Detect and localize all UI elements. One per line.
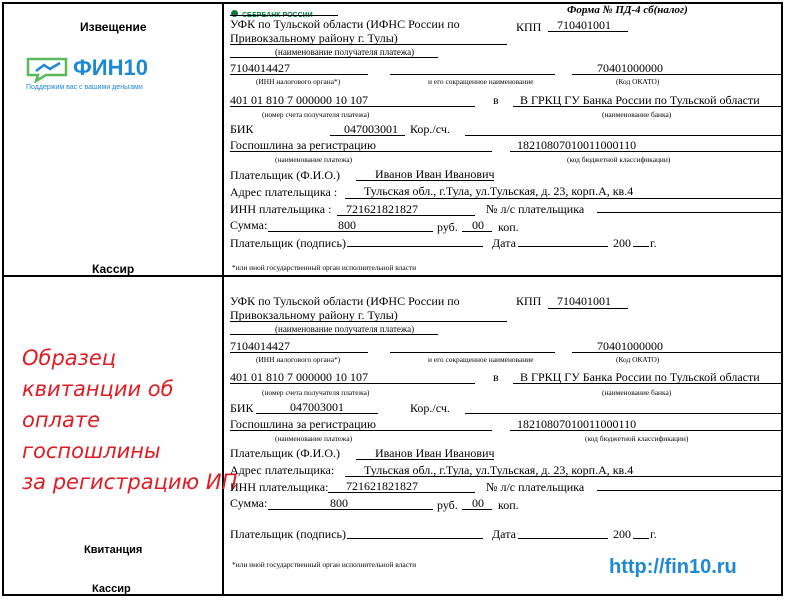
bank-value: В ГРКЦ ГУ Банка России по Тульской области — [520, 370, 760, 384]
account-value: 401 01 810 7 000000 10 107 — [230, 370, 368, 384]
year-label: 200 — [613, 527, 631, 541]
bank-logo-text: СБЕРБАНК РОССИИ — [242, 12, 313, 19]
abbrev-caption: и его сокращенное наименование — [428, 355, 534, 364]
speech-bubble-icon — [26, 55, 70, 83]
okato-value: 70401000000 — [597, 339, 663, 353]
bik-value: 047003001 — [290, 400, 344, 414]
note-line: оплате — [22, 408, 101, 432]
ls-label: № л/с плательщика — [486, 202, 585, 216]
date-label: Дата — [492, 527, 516, 541]
recipient-caption: (наименование получателя платежа) — [275, 324, 415, 334]
inn-value: 7104014427 — [230, 61, 290, 75]
brand-tagline: Поддержим вас с вашими деньгами — [26, 84, 143, 91]
corr-label: Кор./сч. — [410, 122, 450, 136]
recipient-line1: УФК по Тульской области (ИФНС России по — [230, 294, 460, 308]
recipient-line2: Привокзальному району г. Тулы) — [230, 308, 398, 322]
note-line: Образец — [22, 346, 117, 370]
sum-value: 800 — [338, 218, 356, 232]
footnote: *или иной государственный орган исполнительной власти — [232, 263, 417, 272]
recipient-caption: (наименование получателя платежа) — [275, 47, 415, 57]
form-number: Форма № ПД-4 сб(налог) — [567, 4, 688, 16]
kbk-caption: (код бюджетной классификации) — [585, 434, 689, 443]
sum-label: Сумма: — [230, 496, 268, 510]
g-label: г. — [650, 527, 657, 541]
note-line: госпошлины — [22, 439, 161, 463]
note-line: за регистрацию ИП — [22, 470, 238, 494]
recipient-line2: Привокзальному району г. Тулы) — [230, 31, 398, 45]
bank-caption: (наименование банка) — [602, 110, 672, 119]
kpp-label: КПП — [516, 294, 542, 308]
payer-label: Плательщик (Ф.И.О.) — [230, 446, 340, 460]
sign-label: Плательщик (подпись) — [230, 236, 347, 250]
bik-value: 047003001 — [344, 122, 398, 136]
kbk-caption: (код бюджетной классификации) — [567, 155, 671, 164]
kop-label: коп. — [498, 498, 519, 512]
year-label: 200 — [613, 236, 631, 250]
footnote: *или иной государственный орган исполнительной власти — [232, 560, 417, 569]
sample-note — [22, 343, 237, 498]
column-divider — [222, 2, 224, 596]
payer-value: Иванов Иван Иванович — [375, 446, 495, 460]
payer-value: Иванов Иван Иванович — [375, 167, 495, 181]
in-label: в — [493, 370, 499, 384]
address-label: Адрес плательщика : — [230, 185, 338, 199]
bik-label: БИК — [230, 401, 254, 415]
okato-value: 70401000000 — [597, 61, 663, 75]
rub-label: руб. — [437, 498, 458, 512]
address-value: Тульская обл., г.Тула, ул.Тульская, д. 23, корп.А, кв.4 — [364, 463, 634, 477]
payer-inn-label: ИНН плательщика : — [230, 202, 332, 216]
kbk-value: 18210807010011000110 — [517, 138, 637, 152]
cashier-label-bottom: Кассир — [92, 583, 131, 595]
address-label: Адрес плательщика: — [230, 463, 335, 477]
payer-inn-value: 721621821827 — [346, 479, 418, 493]
address-value: Тульская обл., г.Тула, ул.Тульская, д. 23, корп.А, кв.4 — [364, 184, 634, 198]
payment-name: Госпошлина за регистрацию — [230, 138, 376, 152]
bank-value: В ГРКЦ ГУ Банка России по Тульской области — [520, 93, 760, 107]
payment-name: Госпошлина за регистрацию — [230, 417, 376, 431]
notice-label: Извещение — [80, 20, 147, 34]
payer-label: Плательщик (Ф.И.О.) — [230, 168, 340, 182]
sum-label: Сумма: — [230, 218, 268, 232]
sum-value: 800 — [330, 496, 348, 510]
account-caption: (номер счета получателя платежа) — [262, 388, 370, 397]
kbk-value: 18210807010011000110 — [517, 417, 637, 431]
kop-value: 00 — [472, 218, 484, 232]
okato-caption: (Код ОКАТО) — [616, 355, 660, 364]
g-label: г. — [650, 236, 657, 250]
kop-value: 00 — [472, 496, 484, 510]
recipient-line1: УФК по Тульской области (ИФНС России по — [230, 17, 460, 31]
kpp-value: 710401001 — [557, 294, 611, 308]
kpp-value: 710401001 — [557, 18, 611, 32]
sign-label: Плательщик (подпись) — [230, 527, 347, 541]
ls-label: № л/с плательщика — [486, 480, 585, 494]
corr-label: Кор./сч. — [410, 401, 450, 415]
kop-label: коп. — [498, 220, 519, 234]
cashier-label-top: Кассир — [92, 262, 135, 276]
payment-caption: (наименование платежа) — [275, 434, 353, 443]
payer-inn-label: ИНН плательщика: — [230, 480, 329, 494]
inn-caption: (ИНН налогового органа*) — [256, 77, 341, 86]
payment-caption: (наименование платежа) — [275, 155, 353, 164]
in-label: в — [493, 93, 499, 107]
receipt-label: Квитанция — [84, 544, 143, 556]
payer-inn-value: 721621821827 — [346, 202, 418, 216]
brand-name: ФИН10 — [73, 55, 148, 80]
site-url[interactable]: http://fin10.ru — [609, 556, 737, 578]
kpp-label: КПП — [516, 20, 542, 34]
account-caption: (номер счета получателя платежа) — [262, 110, 370, 119]
rub-label: руб. — [437, 220, 458, 234]
abbrev-caption: и его сокращенное наименование — [428, 77, 534, 86]
bik-label: БИК — [230, 122, 254, 136]
inn-value: 7104014427 — [230, 339, 290, 353]
inn-caption: (ИНН налогового органа*) — [256, 355, 341, 364]
date-label: Дата — [492, 236, 516, 250]
bank-caption: (наименование банка) — [602, 388, 672, 397]
note-line: квитанции об — [22, 377, 174, 401]
account-value: 401 01 810 7 000000 10 107 — [230, 93, 368, 107]
okato-caption: (Код ОКАТО) — [616, 77, 660, 86]
